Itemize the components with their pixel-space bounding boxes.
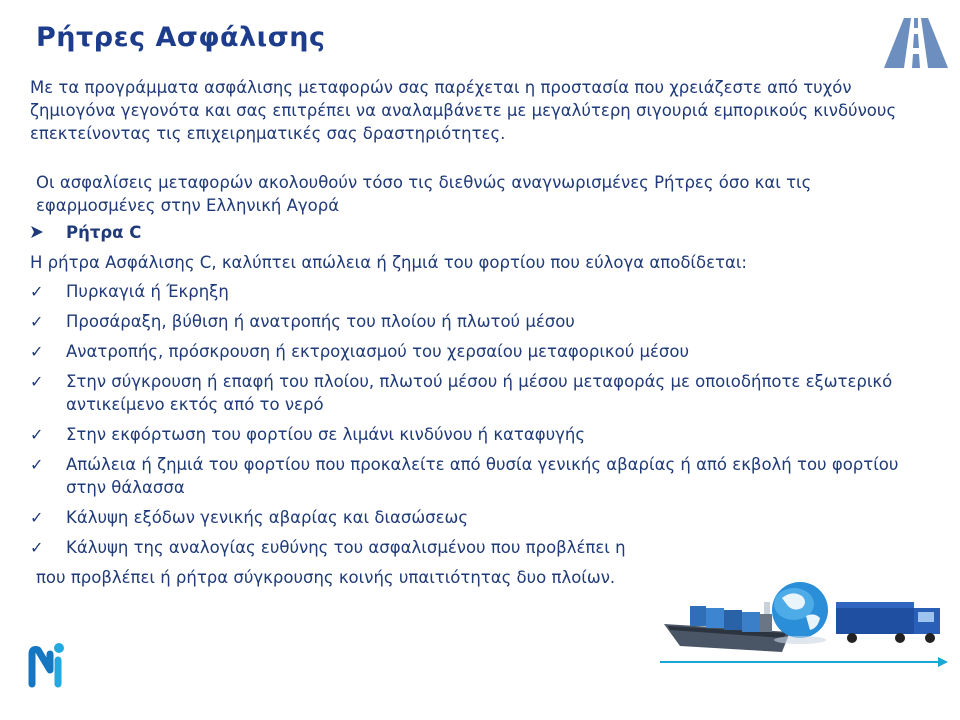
clause-heading: Ρήτρα C [66,223,142,242]
road-icon [884,16,948,68]
check-icon: ✓ [30,455,44,474]
list-item-text: Στην σύγκρουση ή επαφή του πλοίου, πλωτού μέσου ή μέσου μεταφοράς με οποιοδήποτε εξωτερικό αντικείμενο εκτός από το νερό [66,372,893,414]
check-icon: ✓ [30,312,44,331]
list-item [30,310,910,333]
list-item-text: Κάλυψη εξόδων γενικής αβαρίας και διασώσεως [66,508,469,527]
standards-paragraph: Οι ασφαλίσεις μεταφορών ακολουθούν τόσο τις διεθνώς αναγνωρισμένες Ρήτρες όσο και τις εφαρμοσμένες στην Ελληνική Αγορά [36,173,812,215]
content-body [30,76,910,589]
arrow-right-icon [30,221,66,245]
check-icon: ✓ [30,342,44,361]
coverage-list [30,280,910,559]
list-item-text: Προσάραξη, βύθιση ή ανατροπής του πλοίου ή πλωτού μέσου [66,312,575,331]
list-item [30,280,910,303]
clause-heading-row [30,221,910,245]
tail-text: που προβλέπει ή ρήτρα σύγκρουσης κοινής υπαιτιότητας δυο πλοίων. [36,568,616,587]
check-icon: ✓ [30,282,44,301]
list-item-text: Στην εκφόρτωση του φορτίου σε λιμάνι κινδύνου ή καταφυγής [66,425,586,444]
cargo-ship-icon [664,602,790,652]
check-icon: ✓ [30,538,44,557]
check-icon: ✓ [30,508,44,527]
check-icon: ✓ [30,372,44,391]
truck-icon [836,602,940,643]
list-item-text: Πυρκαγιά ή Έκρηξη [66,282,229,301]
list-item-text: Κάλυψη της αναλογίας ευθύνης του ασφαλισμένου που προβλέπει η [66,538,626,557]
list-item [30,536,910,559]
clause-intro: Η ρήτρα Ασφάλισης C, καλύπτει απώλεια ή ζημιά του φορτίου που εύλογα αποδίδεται: [30,253,747,272]
list-item [30,453,910,499]
arrow-line-icon [660,657,948,667]
list-item [30,340,910,363]
transport-illustration [660,572,950,672]
list-item-text: Απώλεια ή ζημιά του φορτίου που προκαλείτε από θυσία γενικής αβαρίας ή από εκβολή του φορτίου στην θάλασσα [66,455,899,497]
list-item-text: Ανατροπής, πρόσκρουση ή εκτροχιασμού του χερσαίου μεταφορικού μέσου [66,342,690,361]
page-title: Ρήτρες Ασφάλισης [36,22,326,53]
check-icon: ✓ [30,425,44,444]
list-item [30,423,910,446]
brand-logo [28,640,70,688]
list-item [30,370,910,416]
list-item [30,506,910,529]
intro-paragraph: Με τα προγράμματα ασφάλισης μεταφορών σας παρέχεται η προστασία που χρειάζεστε από τυχόν ζημιογόνα γεγονότα και σας επιτρέπει να αναλαμβάνετε με μεγαλύτερη σιγουριά εμπορικούς κινδύνους επεκτείνοντας τις επιχειρηματικές σας δραστηριότητες. [30,78,897,143]
